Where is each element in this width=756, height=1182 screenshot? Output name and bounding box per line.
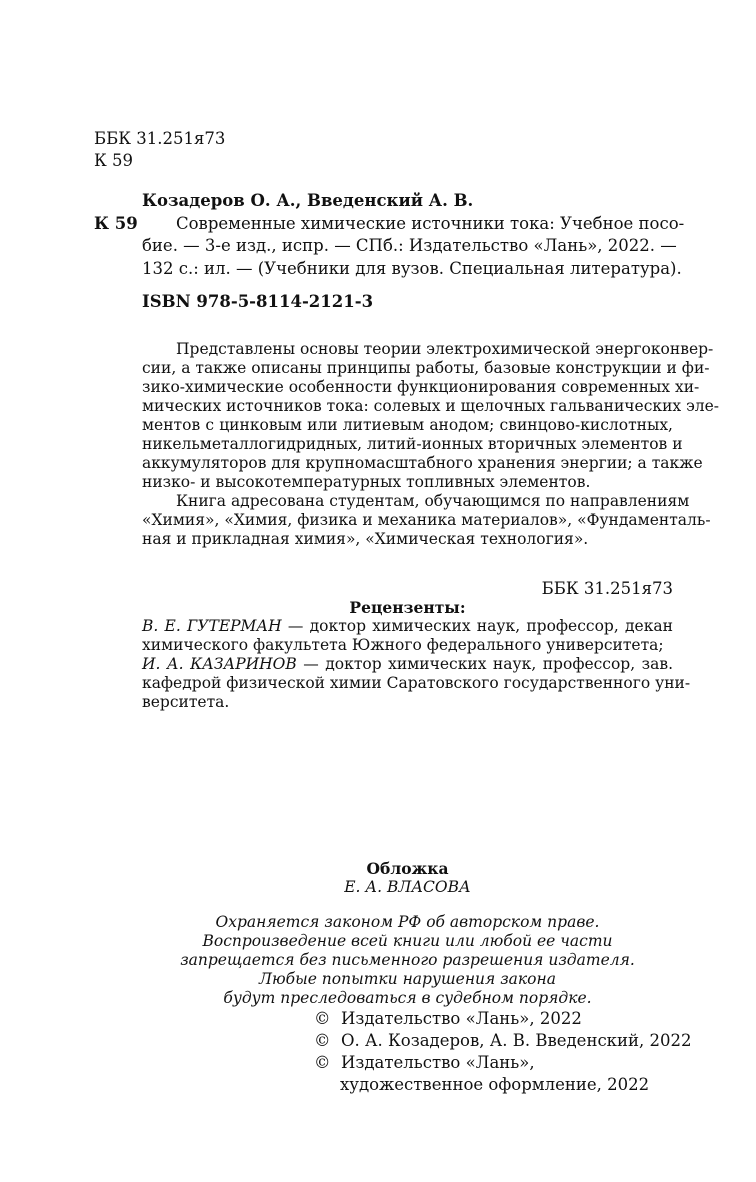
authors: Козадеров О. А., Введенский А. В. [142,191,474,210]
notice-line-2: Воспроизведение всей книги или любой ее части [202,932,613,950]
copyright-2-text: О. А. Козадеров, А. В. Введенский, 2022 [341,1031,692,1050]
copyright-symbol: © [314,1053,331,1072]
abstract-line-10: «Химия», «Химия, физика и механика материалов», «Фундаменталь- [142,511,711,529]
copyright-2 [314,1030,691,1052]
isbn: ISBN 978-5-8114-2121-3 [142,292,374,311]
abstract-line-5: ментов с цинковым или литиевым анодом; свинцово-кислотных, [142,416,673,434]
abstract-line-1: Представлены основы теории электрохимической энергоконвер- [176,340,714,358]
copyright-3 [314,1052,535,1074]
abstract-line-6: никельметаллогидридных, литий-ионных вторичных элементов и [142,435,683,453]
reviewer-2-line-1 [142,655,673,675]
reviewer-2-name: И. А. КАЗАРИНОВ [142,655,297,673]
reviewers-heading: Рецензенты: [349,598,466,617]
cover-heading: Обложка [366,859,449,878]
abstract-line-2: сии, а также описаны принципы работы, базовые конструкции и фи- [142,359,710,377]
header-bbk: ББК 31.251я73 [94,129,226,148]
copyright-3-continuation: художественное оформление, 2022 [340,1075,650,1094]
notice-line-3: запрещается без письменного разрешения издателя. [180,951,635,969]
reviewer-1-line-2: химического факультета Южного федерального университета; [142,636,664,654]
cover-designer: Е. А. ВЛАСОВА [344,878,471,896]
notice-line-4: Любые попытки нарушения закона [259,970,556,988]
reviewer-2-line-2: кафедрой физической химии Саратовского государственного уни- [142,674,691,692]
abstract-line-4: мических источников тока: солевых и щелочных гальванических эле- [142,397,720,415]
abstract-line-9: Книга адресована студентам, обучающимся по направлениям [176,492,690,510]
copyright-symbol: © [314,1031,331,1050]
header-code: К 59 [94,151,134,170]
reviewer-2-line-3: верситета. [142,693,230,711]
copyright-1-text: Издательство «Лань», 2022 [341,1009,582,1028]
reviewer-1-title: — доктор химических наук, профессор, декан [281,617,673,635]
citation-line-1: Современные химические источники тока: Учебное посо- [176,214,685,233]
bbk-code: ББК 31.251я73 [541,579,673,598]
abstract-line-8: низко- и высокотемпературных топливных элементов. [142,473,591,491]
reviewer-1-line-1 [142,617,673,637]
copyright-3-text: Издательство «Лань», [341,1053,535,1072]
copyright-1 [314,1008,582,1030]
citation-line-3: 132 с.: ил. — (Учебники для вузов. Специальная литература). [142,259,682,278]
reviewer-2-title: — доктор химических наук, профессор, зав. [296,655,673,673]
abstract-line-7: аккумуляторов для крупномасштабного хранения энергии; а также [142,454,703,472]
citation-code: К 59 [94,214,138,233]
notice-line-5: будут преследоваться в судебном порядке. [223,989,592,1007]
abstract-line-11: ная и прикладная химия», «Химическая технология». [142,530,589,548]
reviewer-1-name: В. Е. ГУТЕРМАН [142,617,282,635]
citation-line-2: бие. — 3-е изд., испр. — СПб.: Издательство «Лань», 2022. — [142,236,677,255]
notice-line-1: Охраняется законом РФ об авторском праве. [215,913,600,931]
abstract-line-3: зико-химические особенности функционирования современных хи- [142,378,700,396]
copyright-symbol: © [314,1009,331,1028]
